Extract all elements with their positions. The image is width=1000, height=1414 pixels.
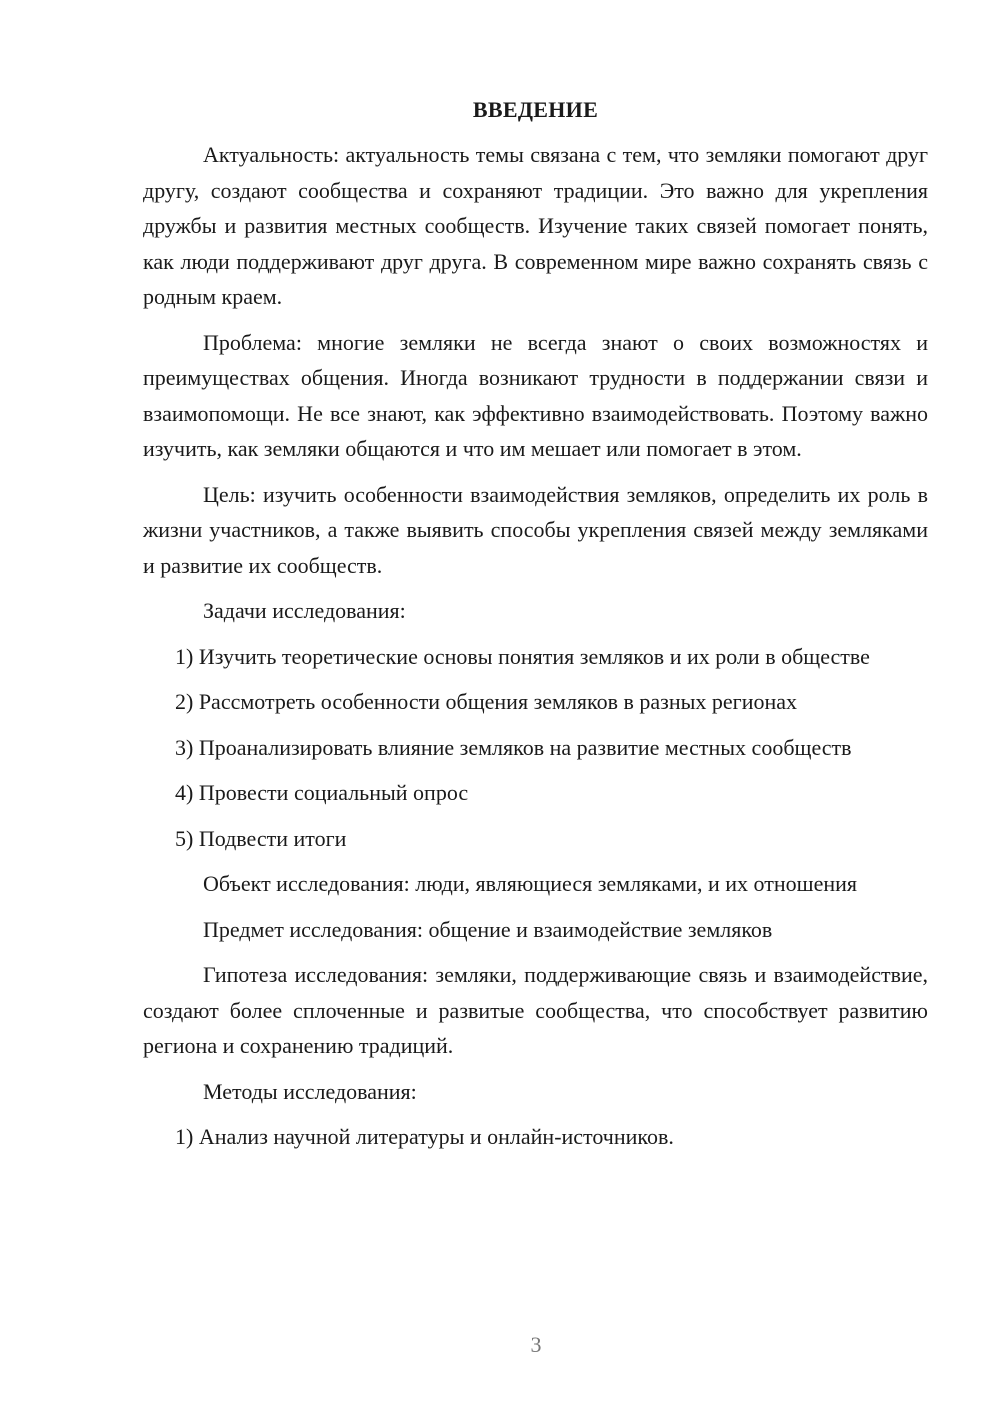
section-heading: ВВЕДЕНИЕ [472, 97, 599, 122]
method-item: 1) Анализ научной литературы и онлайн-источников. [175, 1124, 674, 1149]
problem-paragraph: Проблема: многие земляки не всегда знают о своих возможностях и преимуществах общения. Иногда возникают трудности в поддержании связи и взаимопомощи. Не все знают, как эффективно взаимодействовать. Поэтому важно изучить, как земляки общаются и что им мешает или помогает в этом. [143, 329, 928, 461]
object-paragraph: Объект исследования: люди, являющиеся земляками, и их отношения [203, 871, 858, 896]
methods-title: Методы исследования: [203, 1078, 417, 1104]
task-item: 2) Рассмотреть особенности общения земляков в разных регионах [175, 689, 798, 714]
goal-paragraph: Цель: изучить особенности взаимодействия земляков, определить их роль в жизни участников, а также выявить способы укрепления связей между земляками и развитие их сообществ. [143, 481, 928, 578]
document-page [143, 92, 928, 1165]
task-item: 1) Изучить теоретические основы понятия земляков и их роли в обществе [175, 643, 870, 669]
task-item: 4) Провести социальный опрос [175, 780, 469, 805]
task-item: 5) Подвести итоги [175, 825, 347, 851]
hypothesis-paragraph: Гипотеза исследования: земляки, поддерживающие связь и взаимодействие, создают более сплоченные и развитые сообщества, что способствует развитию региона и сохранению традиций. [143, 962, 928, 1058]
subject-paragraph: Предмет исследования: общение и взаимодействие земляков [203, 916, 773, 942]
relevance-paragraph: Актуальность: актуальность темы связана с тем, что земляки помогают друг другу, создают сообщества и сохраняют традиции. Это важно для укрепления дружбы и развития местных сообществ. Изучение таких связей помогает понять, как люди поддерживают друг друга. В современном мире важно сохранять связь с родным краем. [143, 142, 928, 309]
page-number: 3 [530, 1332, 542, 1357]
task-item: 3) Проанализировать влияние земляков на развитие местных сообществ [175, 734, 852, 760]
tasks-title: Задачи исследования: [203, 598, 406, 623]
